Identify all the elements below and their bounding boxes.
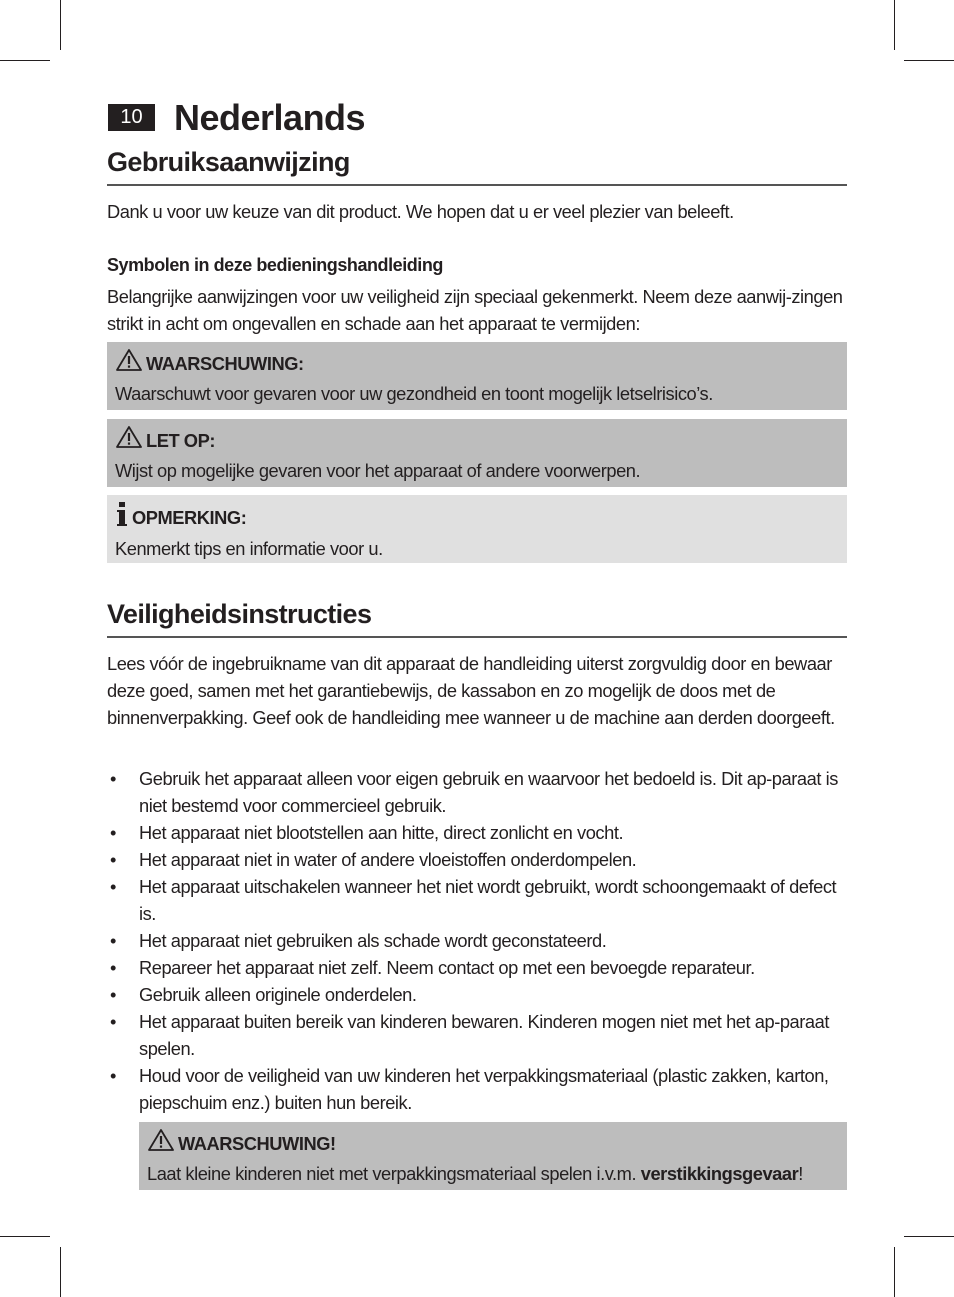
list-item: • Het apparaat niet gebruiken als schade wordt geconstateerd.: [107, 927, 847, 954]
notice-caution: [107, 419, 847, 487]
section-rule: [107, 184, 847, 186]
language-title: Nederlands: [174, 97, 366, 138]
section-title-gebruiksaanwijzing: Gebruiksaanwijzing: [107, 147, 350, 177]
list-item: • Het apparaat niet blootstellen aan hitte, direct zonlicht en vocht.: [107, 819, 847, 846]
list-item: • Het apparaat uitschakelen wanneer het niet wordt gebruikt, wordt schoongemaakt of defect is.: [107, 873, 847, 927]
safety-bullet-list: [107, 765, 847, 1116]
intro-text: Dank u voor uw keuze van dit product. We hopen dat u er veel plezier van beleeft.: [107, 201, 734, 222]
notice-label: LET OP:: [146, 430, 215, 451]
symbols-heading: Symbolen in deze bedieningshandleiding: [107, 255, 443, 275]
crop-mark: [0, 1236, 50, 1237]
notice-text: [147, 1160, 839, 1188]
list-item: • Het apparaat buiten bereik van kinderen bewaren. Kinderen mogen niet met het ap-paraat spelen.: [107, 1008, 847, 1062]
notice-text-suffix: !: [798, 1163, 803, 1184]
list-item: • Repareer het apparaat niet zelf. Neem contact op met een bevoegde reparateur.: [107, 954, 847, 981]
warning-triangle-icon: [115, 348, 146, 380]
warning-triangle-icon: [115, 425, 146, 457]
notice-label: WAARSCHUWING!: [178, 1133, 336, 1154]
crop-mark: [894, 1247, 895, 1297]
notice-text-emphasis: verstikkingsgevaar: [640, 1163, 799, 1184]
section-title-veiligheidsinstructies: Veiligheidsinstructies: [107, 599, 372, 629]
crop-mark: [904, 1236, 954, 1237]
list-item: • Het apparaat niet in water of andere vloeistoffen onderdompelen.: [107, 846, 847, 873]
list-item: • Houd voor de veiligheid van uw kinderen het verpakkingsmateriaal (plastic zakken, karton, piepschuim enz.) buiten hun bereik.: [107, 1062, 847, 1116]
notice-label: WAARSCHUWING:: [146, 353, 304, 374]
crop-mark: [60, 0, 61, 50]
notice-warning: [107, 342, 847, 410]
info-icon: [115, 501, 132, 535]
list-item: • Gebruik alleen originele onderdelen.: [107, 981, 847, 1008]
list-item: • Gebruik het apparaat alleen voor eigen gebruik en waarvoor het bedoeld is. Dit ap-paraat is niet bestemd voor commercieel gebruik.: [107, 765, 847, 819]
symbols-text: Belangrijke aanwijzingen voor uw veiligheid zijn speciaal gekenmerkt. Neem deze aanwij-zingen strikt in acht om ongevallen en schade aan het apparaat te vermijden:: [107, 286, 843, 334]
notice-label: OPMERKING:: [132, 507, 247, 528]
section-rule: [107, 636, 847, 638]
notice-text: Waarschuwt voor gevaren voor uw gezondheid en toont mogelijk letselrisico’s.: [115, 383, 713, 404]
crop-mark: [0, 60, 50, 61]
warning-triangle-icon: [147, 1128, 178, 1160]
crop-mark: [60, 1247, 61, 1297]
notice-warning-suffocation: [139, 1122, 847, 1190]
notice-text: Kenmerkt tips en informatie voor u.: [115, 538, 383, 559]
page-number: 10: [108, 104, 155, 131]
safety-intro-text: Lees vóór de ingebruikname van dit apparaat de handleiding uiterst zorgvuldig door en bewaar deze goed, samen met het garantiebewijs, de kassabon en zo mogelijk de doos met de binnenverpakking. Geef ook de handleiding mee wanneer u de machine aan derden doorgeeft.: [107, 653, 835, 728]
notice-text-prefix: Laat kleine kinderen niet met verpakkingsmateriaal spelen i.v.m.: [147, 1163, 641, 1184]
notice-text: Wijst op mogelijke gevaren voor het apparaat of andere voorwerpen.: [115, 460, 641, 481]
notice-note: [107, 495, 847, 563]
crop-mark: [904, 60, 954, 61]
crop-mark: [894, 0, 895, 50]
